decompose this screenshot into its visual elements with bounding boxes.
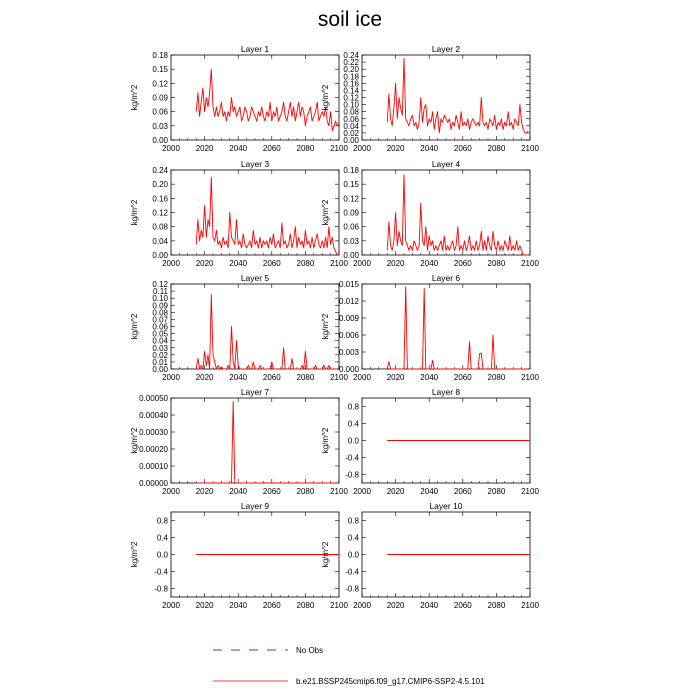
x-tick-label: 2020 xyxy=(195,487,214,496)
x-tick-label: 2040 xyxy=(229,373,248,382)
y-tick-label: 0.03 xyxy=(152,121,168,131)
y-tick-label: 0.4 xyxy=(156,533,168,543)
y-tick-label: -0.4 xyxy=(154,567,168,577)
x-tick-label: 2080 xyxy=(296,601,315,610)
y-tick-label: 0.24 xyxy=(343,51,359,60)
x-tick-label: 2040 xyxy=(229,144,248,153)
x-tick-label: 2020 xyxy=(195,373,214,382)
y-axis-label-layer-3: kg/m^2 xyxy=(130,199,139,226)
x-tick-label: 2080 xyxy=(487,601,506,610)
chart-title-layer-4: Layer 4 xyxy=(431,159,461,169)
y-tick-label: 0.24 xyxy=(152,166,168,175)
y-tick-label: 0.012 xyxy=(338,297,359,306)
x-tick-label: 2080 xyxy=(296,259,315,268)
x-tick-label: 2020 xyxy=(195,601,214,610)
x-tick-label: 2020 xyxy=(386,259,405,268)
y-tick-label: 0.12 xyxy=(152,280,168,289)
y-tick-label: 0.12 xyxy=(343,194,359,204)
x-tick-label: 2060 xyxy=(453,144,472,153)
y-tick-label: 0.02 xyxy=(152,350,168,360)
y-tick-label: -0.8 xyxy=(345,470,359,480)
chart-title-layer-3: Layer 3 xyxy=(240,159,270,169)
x-tick-label: 2100 xyxy=(521,144,539,153)
y-tick-label: 0.15 xyxy=(343,180,359,190)
chart-title-layer-10: Layer 10 xyxy=(429,501,463,511)
y-tick-label: 0.18 xyxy=(152,51,168,60)
x-tick-label: 2000 xyxy=(162,487,180,496)
x-tick-label: 2100 xyxy=(330,601,348,610)
chart-title-layer-9: Layer 9 xyxy=(240,501,270,511)
y-tick-label: 0.03 xyxy=(152,343,168,353)
x-tick-label: 2040 xyxy=(420,259,439,268)
x-tick-label: 2060 xyxy=(453,487,472,496)
x-tick-label: 2060 xyxy=(262,373,281,382)
y-tick-label: 0.07 xyxy=(152,315,168,325)
x-tick-label: 2040 xyxy=(420,373,439,382)
x-tick-label: 2040 xyxy=(420,601,439,610)
y-axis-label-layer-9: kg/m^2 xyxy=(130,541,139,568)
x-tick-label: 2000 xyxy=(353,373,371,382)
x-tick-label: 2000 xyxy=(353,601,371,610)
y-tick-label: 0.003 xyxy=(338,348,359,357)
y-tick-label: 0.000 xyxy=(338,365,359,374)
y-tick-label: 0.4 xyxy=(347,419,359,429)
y-tick-label: 0.00 xyxy=(152,365,168,374)
x-tick-label: 2000 xyxy=(162,601,180,610)
y-tick-label: 0.09 xyxy=(152,93,168,103)
chart-title-layer-1: Layer 1 xyxy=(240,44,270,54)
y-tick-label: 0.11 xyxy=(153,287,168,297)
y-tick-label: 0.20 xyxy=(152,180,168,190)
x-tick-label: 2080 xyxy=(487,259,506,268)
y-axis-label-layer-1: kg/m^2 xyxy=(130,84,139,111)
y-tick-label: 0.14 xyxy=(343,86,359,96)
y-tick-label: 0.8 xyxy=(347,402,359,412)
y-tick-label: 0.18 xyxy=(343,166,359,175)
y-axis-label-layer-6: kg/m^2 xyxy=(321,313,330,340)
y-tick-label: 0.00000 xyxy=(139,479,168,488)
y-tick-label: -0.4 xyxy=(345,453,359,463)
y-tick-label: 0.16 xyxy=(343,79,359,89)
y-tick-label: 0.8 xyxy=(156,516,168,526)
y-tick-label: 0.20 xyxy=(343,65,359,75)
y-tick-label: 0.12 xyxy=(152,79,168,89)
x-tick-label: 2060 xyxy=(262,601,281,610)
y-tick-label: -0.8 xyxy=(154,584,168,594)
chart-title-layer-8: Layer 8 xyxy=(431,387,461,397)
x-tick-label: 2080 xyxy=(296,487,315,496)
y-tick-label: 0.015 xyxy=(338,280,359,289)
y-tick-label: 0.12 xyxy=(343,93,359,103)
x-tick-label: 2020 xyxy=(386,487,405,496)
y-tick-label: 0.06 xyxy=(343,222,359,232)
y-axis-label-layer-2: kg/m^2 xyxy=(321,84,330,111)
y-tick-label: -0.8 xyxy=(345,584,359,594)
y-tick-label: 0.22 xyxy=(343,58,359,68)
x-tick-label: 2020 xyxy=(386,144,405,153)
chart-title-layer-2: Layer 2 xyxy=(431,44,461,54)
y-tick-label: 0.0 xyxy=(347,436,359,446)
x-tick-label: 2080 xyxy=(487,144,506,153)
x-tick-label: 2020 xyxy=(386,373,405,382)
x-tick-label: 2060 xyxy=(453,601,472,610)
y-tick-label: 0.4 xyxy=(347,533,359,543)
x-tick-label: 2060 xyxy=(453,259,472,268)
legend-obs-label: No Obs xyxy=(296,646,324,655)
y-tick-label: 0.006 xyxy=(338,331,359,340)
y-tick-label: 0.09 xyxy=(152,301,168,311)
chart-title-layer-5: Layer 5 xyxy=(240,273,270,283)
x-tick-label: 2040 xyxy=(420,487,439,496)
page-title: soil ice xyxy=(317,8,383,31)
x-tick-label: 2000 xyxy=(353,144,371,153)
y-axis-label-layer-10: kg/m^2 xyxy=(321,541,330,568)
x-tick-label: 2100 xyxy=(330,144,348,153)
y-axis-label-layer-4: kg/m^2 xyxy=(321,199,330,226)
x-tick-label: 2020 xyxy=(195,144,214,153)
x-tick-label: 2100 xyxy=(521,601,539,610)
y-axis-label-layer-8: kg/m^2 xyxy=(321,427,330,454)
x-tick-label: 2080 xyxy=(487,373,506,382)
x-tick-label: 2060 xyxy=(453,373,472,382)
x-tick-label: 2100 xyxy=(521,487,539,496)
legend-model-label: b.e21.BSSP245cmip6.f09_g17.CMIP6-SSP2-4.5.101 xyxy=(296,677,485,686)
x-tick-label: 2080 xyxy=(296,144,315,153)
y-axis-label-layer-5: kg/m^2 xyxy=(130,313,139,340)
y-tick-label: 0.10 xyxy=(343,100,359,110)
y-tick-label: 0.18 xyxy=(343,72,359,82)
x-tick-label: 2100 xyxy=(330,373,348,382)
x-tick-label: 2040 xyxy=(229,259,248,268)
x-tick-label: 2060 xyxy=(262,487,281,496)
y-tick-label: 0.08 xyxy=(343,107,359,117)
y-tick-label: 0.00020 xyxy=(139,445,168,454)
y-tick-label: 0.09 xyxy=(343,208,359,218)
x-tick-label: 2100 xyxy=(330,487,348,496)
y-tick-label: 0.08 xyxy=(152,222,168,232)
y-tick-label: 0.06 xyxy=(152,322,168,332)
chart-title-layer-6: Layer 6 xyxy=(431,273,461,283)
x-tick-label: 2000 xyxy=(162,259,180,268)
y-tick-label: 0.15 xyxy=(152,65,168,75)
y-tick-label: 0.16 xyxy=(152,194,168,204)
y-tick-label: 0.06 xyxy=(343,114,359,124)
y-tick-label: 0.00030 xyxy=(139,428,168,437)
x-tick-label: 2100 xyxy=(330,259,348,268)
y-tick-label: 0.10 xyxy=(152,294,168,304)
y-tick-label: 0.00010 xyxy=(139,462,168,471)
x-tick-label: 2000 xyxy=(162,373,180,382)
y-tick-label: 0.08 xyxy=(152,308,168,318)
y-tick-label: -0.4 xyxy=(345,567,359,577)
y-tick-label: 0.04 xyxy=(152,236,168,246)
y-tick-label: 0.00 xyxy=(152,251,168,260)
chart-title-layer-7: Layer 7 xyxy=(240,387,270,397)
x-tick-label: 2060 xyxy=(262,259,281,268)
y-tick-label: 0.12 xyxy=(152,208,168,218)
y-tick-label: 0.00040 xyxy=(139,411,168,420)
x-tick-label: 2020 xyxy=(195,259,214,268)
x-tick-label: 2000 xyxy=(353,259,371,268)
x-tick-label: 2040 xyxy=(420,144,439,153)
x-tick-label: 2040 xyxy=(229,601,248,610)
x-tick-label: 2000 xyxy=(353,487,371,496)
x-tick-label: 2100 xyxy=(521,259,539,268)
x-tick-label: 2020 xyxy=(386,601,405,610)
y-tick-label: 0.02 xyxy=(343,128,359,138)
y-tick-label: 0.00 xyxy=(343,136,359,145)
x-tick-label: 2040 xyxy=(229,487,248,496)
y-tick-label: 0.00 xyxy=(152,136,168,145)
y-tick-label: 0.009 xyxy=(338,314,359,323)
y-tick-label: 0.0 xyxy=(347,550,359,560)
y-tick-label: 0.01 xyxy=(152,357,168,367)
x-tick-label: 2000 xyxy=(162,144,180,153)
x-tick-label: 2080 xyxy=(296,373,315,382)
y-tick-label: 0.00050 xyxy=(139,394,168,403)
x-tick-label: 2060 xyxy=(262,144,281,153)
x-tick-label: 2100 xyxy=(521,373,539,382)
y-tick-label: 0.04 xyxy=(343,121,359,131)
y-tick-label: 0.03 xyxy=(343,236,359,246)
y-tick-label: 0.8 xyxy=(347,516,359,526)
y-axis-label-layer-7: kg/m^2 xyxy=(130,427,139,454)
y-tick-label: 0.06 xyxy=(152,107,168,117)
y-tick-label: 0.0 xyxy=(156,550,168,560)
y-tick-label: 0.05 xyxy=(152,329,168,339)
x-tick-label: 2080 xyxy=(487,487,506,496)
y-tick-label: 0.04 xyxy=(152,336,168,346)
y-tick-label: 0.00 xyxy=(343,251,359,260)
